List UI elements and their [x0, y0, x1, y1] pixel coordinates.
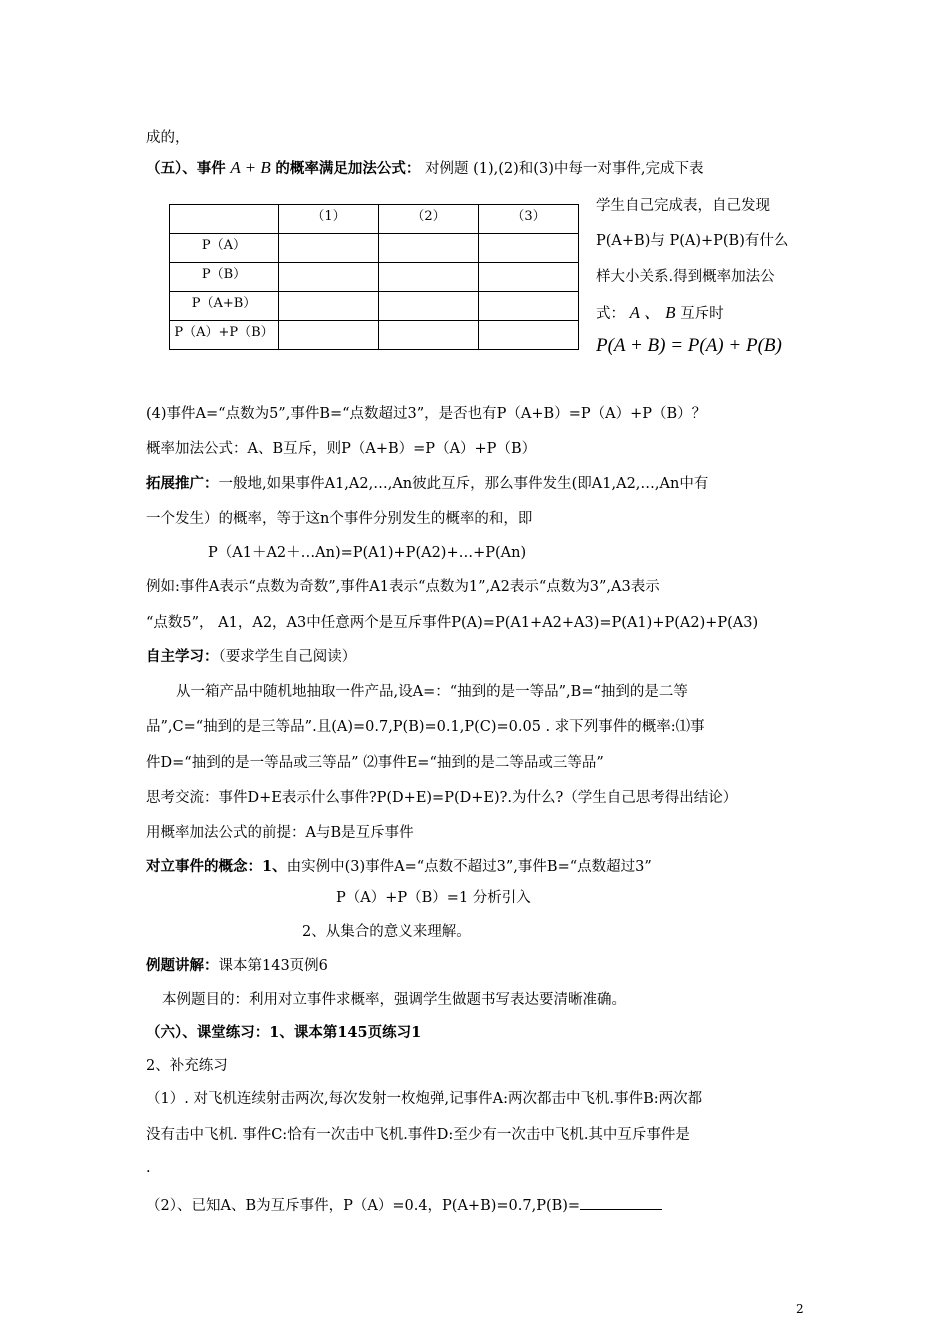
text-line — [146, 956, 328, 976]
text-line: . — [146, 1160, 151, 1176]
heading-label-2: 的概率满足加法公式： — [275, 160, 421, 177]
addition-formula: P(A + B) = P(A) + P(B) — [596, 335, 782, 356]
section-heading-5 — [146, 158, 703, 179]
text-line: （1）. 对飞机连续射击两次,每次发射一枚炮弹,记事件A:两次都击中飞机.事件B:两次都 — [146, 1091, 703, 1107]
table-row-label: P（A） — [170, 234, 279, 263]
table-header-row — [170, 205, 579, 234]
label-bold: 拓展推广： — [146, 475, 219, 492]
table-cell — [479, 292, 579, 321]
table-row — [170, 263, 579, 292]
table-row-label: P（B） — [170, 263, 279, 292]
table-cell — [279, 263, 379, 292]
side-note-line: 样大小关系.得到概率加法公 — [596, 269, 775, 285]
text-line: “点数5”， A1，A2，A3中任意两个是互斥事件P(A)=P(A1+A2+A3)=P(A1)+P(A2)+P(A3) — [146, 615, 759, 631]
label-bold: 对立事件的概念： — [146, 858, 262, 875]
text-line: 从一箱产品中随机地抽取一件产品,设A=：“抽到的是一等品”,B=“抽到的是二等 — [176, 684, 688, 700]
exercise-text: （2）、已知A、B为互斥事件，P（A）=0.4，P(A+B)=0.7,P(B)= — [146, 1198, 581, 1214]
table-header-cell: （1） — [279, 205, 379, 234]
formula-line: P（A1＋A2＋…An)=P(A1)+P(A2)+…+P(An) — [208, 545, 527, 561]
text-line: 2、从集合的意义来理解。 — [302, 924, 471, 940]
text-line: 概率加法公式：A、B互斥，则P（A+B）=P（A）+P（B） — [146, 441, 537, 457]
formula-line: P（A）+P（B）=1 分析引入 — [336, 890, 531, 906]
table-cell — [379, 263, 479, 292]
text-line — [146, 857, 652, 877]
math-a-b: A 、 B — [629, 303, 676, 322]
table-row — [170, 292, 579, 321]
table-cell — [479, 321, 579, 350]
table-cell — [379, 292, 479, 321]
text-rest: 由实例中(3)事件A=“点数不超过3”,事件B=“点数超过3” — [286, 859, 652, 875]
table-cell — [279, 234, 379, 263]
text-line: 例如:事件A表示“点数为奇数”,事件A1表示“点数为1”,A2表示“点数为3”,A3表示 — [146, 579, 660, 595]
table-row — [170, 234, 579, 263]
table-row-label: P（A+B） — [170, 292, 279, 321]
table-cell — [479, 263, 579, 292]
table-header-cell: （3） — [479, 205, 579, 234]
text-line — [146, 1195, 662, 1216]
text-line: 一个发生）的概率，等于这n个事件分别发生的概率的和，即 — [146, 511, 533, 527]
text-line: 思考交流：事件D+E表示什么事件?P(D+E)=P(D+E)?.为什么?（学生自己思考得出结论） — [146, 790, 738, 806]
label-bold: 例题讲解： — [146, 957, 219, 974]
probability-table — [169, 204, 579, 350]
table-row — [170, 321, 579, 350]
text-line: 没有击中飞机. 事件C:恰有一次击中飞机.事件D:至少有一次击中飞机.其中互斥事件是 — [146, 1127, 690, 1143]
table-cell — [379, 321, 479, 350]
side-note-label: 式： — [596, 306, 625, 322]
label-bold: 1、 — [262, 858, 287, 875]
answer-blank[interactable] — [580, 1195, 662, 1210]
text-rest: 一般地,如果事件A1,A2,…,An彼此互斥，那么事件发生(即A1,A2,…,An中有 — [218, 476, 709, 492]
table-header-cell — [170, 205, 279, 234]
math-a-plus-b: A + B — [230, 158, 271, 177]
table-cell — [279, 292, 379, 321]
section-heading-6: （六）、课堂练习：1、课本第145页练习1 — [146, 1024, 422, 1041]
table-header-cell: （2） — [379, 205, 479, 234]
side-note-line — [596, 303, 724, 324]
text-line — [146, 474, 708, 494]
text-line: 品”,C=“抽到的是三等品”.且(A)=0.7,P(B)=0.1,P(C)=0.05 . 求下列事件的概率:⑴事 — [146, 719, 705, 735]
text-line: 用概率加法公式的前提：A与B是互斥事件 — [146, 825, 414, 841]
heading-label: （五）、事件 — [146, 160, 226, 177]
page-number: 2 — [796, 1302, 804, 1316]
label-bold: 自主学习： — [146, 648, 219, 665]
table-row-label: P（A）+P（B） — [170, 321, 279, 350]
side-note-line: 学生自己完成表，自己发现 — [596, 198, 770, 214]
side-note-line: P(A+B)与 P(A)+P(B)有什么 — [596, 233, 789, 249]
text-rest: 课本第143页例6 — [218, 958, 328, 974]
side-note-label: 互斥时 — [680, 306, 724, 322]
text-line: 本例题目的：利用对立事件求概率，强调学生做题书写表达要清晰准确。 — [162, 992, 626, 1008]
table-cell — [379, 234, 479, 263]
table-cell — [279, 321, 379, 350]
table-cell — [479, 234, 579, 263]
text-line — [146, 647, 356, 667]
text-line: 2、补充练习 — [146, 1058, 228, 1074]
text-line: 件D=“抽到的是一等品或三等品” ⑵事件E=“抽到的是二等品或三等品” — [146, 755, 604, 771]
text-line: 成的， — [146, 130, 190, 146]
heading-rest: 对例题 (1),(2)和(3)中每一对事件,完成下表 — [425, 161, 704, 177]
text-rest: （要求学生自己阅读） — [218, 649, 357, 665]
text-line: (4)事件A=“点数为5”,事件B=“点数超过3”，是否也有P（A+B）=P（A）+P（B）？ — [146, 406, 707, 422]
